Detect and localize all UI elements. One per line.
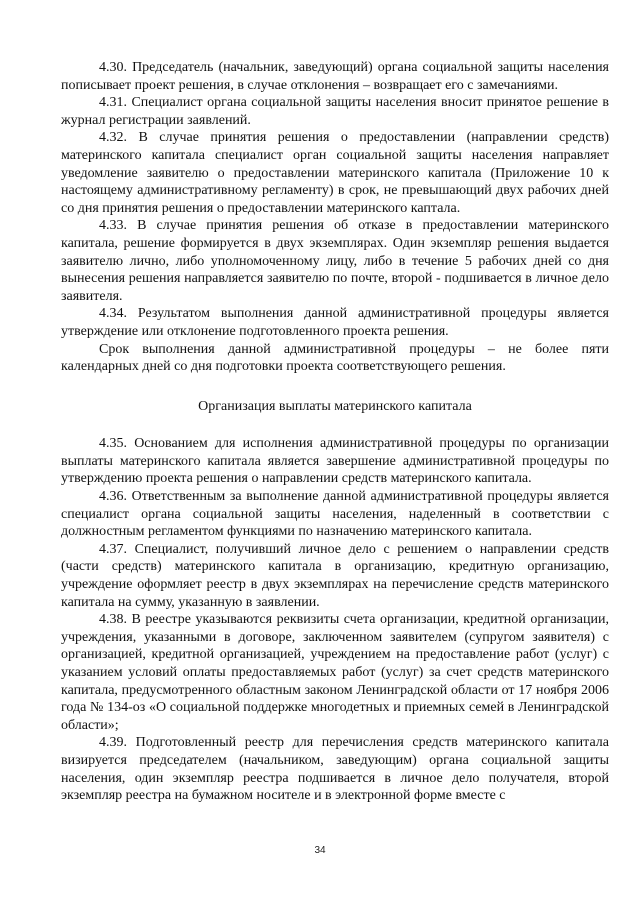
- paragraph-4-37: 4.37. Специалист, получивший личное дело с решением о направлении средств (части средств) материнского капитала в организацию, кредитную организацию, учреждение оформляет реестр в двух экземплярах на перечисление средств материнского капитала на сумму, указанную в заявлении.: [61, 541, 609, 610]
- document-body: [61, 59, 609, 805]
- paragraph-4-33: 4.33. В случае принятия решения об отказе в предоставлении материнского капитала, решение формируется в двух экземплярах. Один экземпляр решения выдается заявителю лично, либо уполномоченному лицу, либо в течение 5 рабочих дней со дня вынесения решения направляется заявителю по почте, второй - подшивается в личное дело заявителя.: [61, 218, 609, 304]
- paragraph-4-38: 4.38. В реестре указываются реквизиты счета организации, кредитной организации, учреждения, указанными в договоре, заключенном заявителем (супругом заявителя) с организацией, кредитной организацией, учреждением на предоставление работ (услуг) с указанием условий оплаты предоставляемых работ (услуг) за счет средств материнского капитала, предусмотренного областным законом Ленинградской области от 17 ноября 2006 года № 134-оз «О социальной поддержке многодетных и приемных семей в Ленинградской области»;: [61, 612, 609, 733]
- paragraph-4-32: 4.32. В случае принятия решения о предоставлении (направлении средств) материнского капитала специалист орган социальной защиты населения направляет уведомление заявителю о предоставлении материнского капитала (Приложение 10 к настоящему административному регламенту) в срок, не превышающий двух рабочих дней со дня принятия решения о предоставлении материнского каптала.: [61, 130, 609, 216]
- paragraph-deadline: Срок выполнения данной административной процедуры – не более пяти календарных дней со дня подготовки проекта соответствующего решения.: [61, 341, 609, 375]
- paragraph-4-35: 4.35. Основанием для исполнения административной процедуры по организации выплаты материнского капитала является завершение административной процедуры по утверждению проекта решения о направлении средств материнского капитала.: [61, 436, 609, 487]
- spacer: [61, 415, 609, 435]
- paragraph-4-31: 4.31. Специалист органа социальной защиты населения вносит принятое решение в журнал регистрации заявлений.: [61, 95, 609, 128]
- section-title: Организация выплаты материнского капитала: [198, 398, 472, 414]
- paragraph-4-39: 4.39. Подготовленный реестр для перечисления средств материнского капитала визируется председателем (начальником, заведующим) органа социальной защиты населения, один экземпляр реестра подшивается в личное дело получателя, второй экземпляр реестра на бумажном носителе и в электронной форме вместе с: [61, 735, 609, 804]
- page-number: 34: [314, 845, 326, 856]
- spacer: [61, 376, 609, 398]
- paragraph-4-34: 4.34. Результатом выполнения данной административной процедуры является утверждение или отклонение подготовленного проекта решения.: [61, 306, 609, 339]
- paragraph-4-36: 4.36. Ответственным за выполнение данной административной процедуры является специалист органа социальной защиты населения, наделенный в соответствии с должностным регламентом функциями по назначению материнского капитала.: [61, 489, 609, 540]
- paragraph-4-30: 4.30. Председатель (начальник, заведующий) органа социальной защиты населения пописывает проект решения, в случае отклонения – возвращает его с замечаниями.: [61, 60, 609, 93]
